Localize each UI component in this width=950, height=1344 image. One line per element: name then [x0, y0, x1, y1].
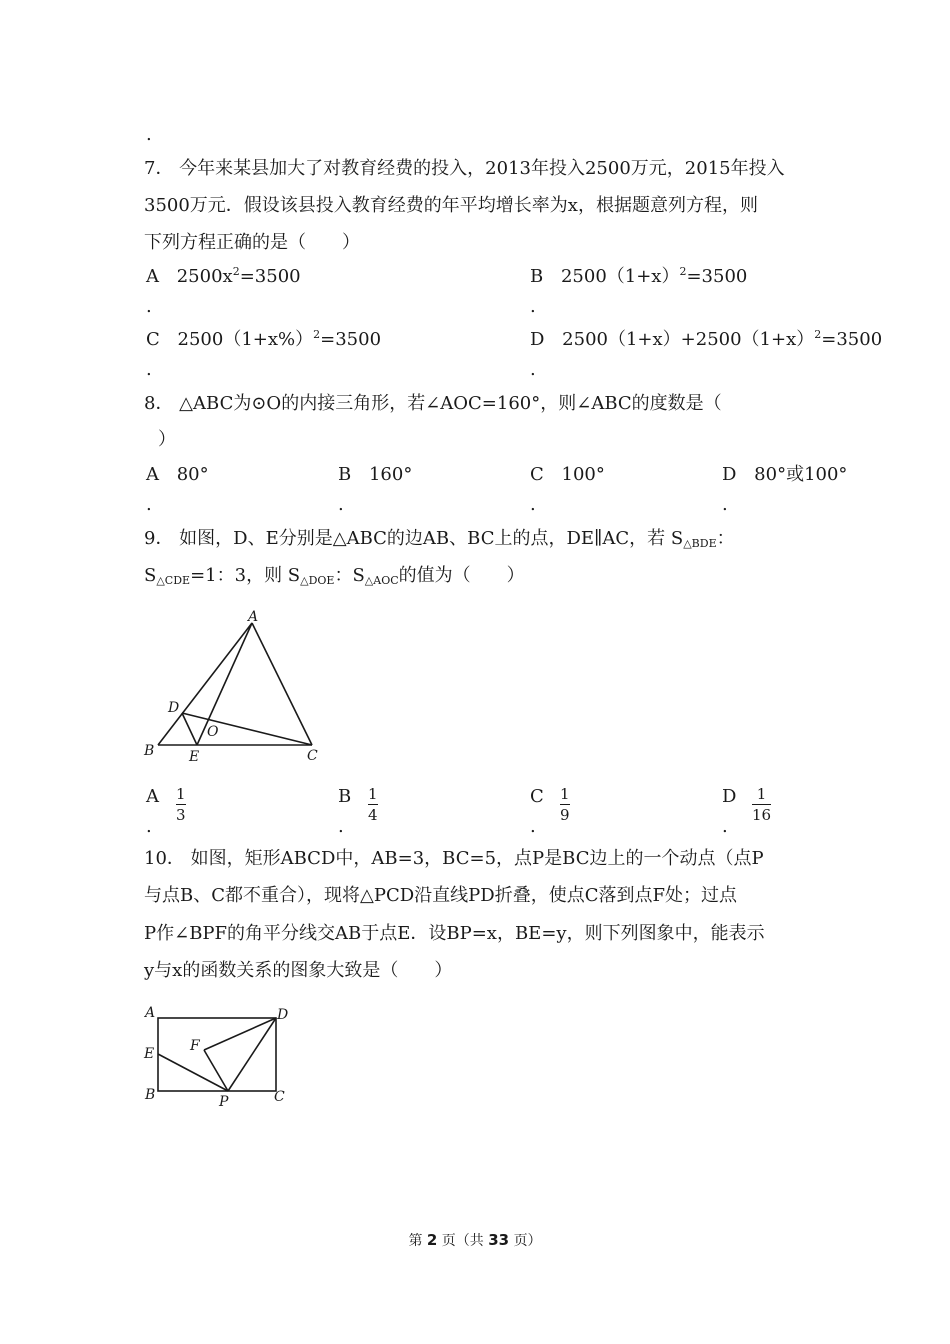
q8-option-c[interactable] — [530, 464, 605, 486]
total-page-count: 33 — [488, 1231, 510, 1249]
q9-label-e: E — [189, 749, 200, 765]
q9-option-c-letter: C — [530, 786, 544, 807]
q9-option-b[interactable] — [338, 786, 351, 808]
q7-option-a-dot: . — [146, 296, 152, 317]
q10-label-b: B — [145, 1087, 156, 1103]
q8-option-a-dot: . — [146, 494, 152, 515]
q9-option-a-letter: A — [146, 786, 159, 807]
q7-option-a-text: $2500x^2=3500$ — [176, 265, 301, 287]
q8-option-a-text: 80° — [176, 464, 209, 485]
q8-option-d-text: 80°或100° — [754, 464, 848, 485]
q7-line-2: 3500万元．假设该县投入教育经费的年平均增长率为x，根据题意列方程，则 — [144, 195, 758, 216]
current-page-number: 2 — [426, 1231, 438, 1249]
q9-option-b-fraction: 1 4 — [368, 785, 378, 824]
q10-line-3: P作∠BPF的角平分线交AB于点E．设BP=x，BE=y，则下列图象中，能表示 — [144, 923, 765, 944]
q7-option-c[interactable] — [146, 329, 381, 351]
q7-line-1: 7． 今年来某县加大了对教育经费的投入，2013年投入2500万元，2015年投入 — [144, 158, 785, 179]
q9-segment-ac — [252, 623, 312, 745]
q9-option-a-dot: . — [146, 816, 152, 837]
q9-option-b-dot: . — [338, 816, 344, 837]
q7-option-a-letter: A — [146, 266, 159, 287]
q10-label-e: E — [144, 1046, 155, 1062]
q8-option-c-text: 100° — [561, 464, 605, 485]
q9-option-c[interactable] — [530, 786, 544, 808]
q8-option-b-text: 160° — [368, 464, 413, 485]
q9-label-d: D — [168, 700, 180, 716]
q10-line-2: 与点B、C都不重合），现将△PCD沿直线PD折叠，使点C落到点F处；过点 — [144, 885, 737, 906]
q9-segment-dc — [182, 713, 312, 745]
q7-option-b-letter: B — [530, 266, 544, 287]
q9-option-d-dot: . — [722, 816, 728, 837]
q8-option-d-letter: D — [722, 464, 737, 485]
q7-option-c-dot: . — [146, 359, 152, 380]
q10-label-d: D — [277, 1007, 289, 1023]
q7-line-3: 下列方程正确的是（ ） — [144, 232, 360, 253]
q8-option-c-dot: . — [530, 494, 536, 515]
q8-option-d[interactable] — [722, 464, 847, 486]
q9-triangle-figure — [140, 605, 340, 770]
q7-option-d-letter: D — [530, 329, 545, 350]
q10-line-1: 10． 如图，矩形ABCD中，AB=3，BC=5，点P是BC边上的一个动点（点P — [144, 848, 764, 869]
q9-label-b: B — [144, 743, 155, 759]
q9-label-o: O — [207, 724, 219, 740]
q7-option-c-text: $2500(1+x\%)^2=3500$ — [177, 328, 382, 350]
q7-option-c-letter: C — [146, 329, 160, 350]
q7-option-b-dot: . — [530, 296, 536, 317]
page-footer: 第 2 页（共 33 页） — [408, 1231, 542, 1249]
q9-option-d-fraction: 1 16 — [752, 785, 772, 824]
q9-segment-de — [182, 713, 197, 745]
q9-option-a[interactable] — [146, 786, 159, 808]
q7-option-d-dot: . — [530, 359, 536, 380]
q8-option-b[interactable] — [338, 464, 412, 486]
q7-option-d-text: $2500(1+x)+2500(1+x)^2=3500$ — [562, 328, 883, 350]
q8-option-b-dot: . — [338, 494, 344, 515]
q9-option-d-letter: D — [722, 786, 737, 807]
q7-option-d[interactable] — [530, 329, 882, 351]
q9-option-c-dot: . — [530, 816, 536, 837]
q7-option-a[interactable] — [146, 266, 301, 288]
q8-option-b-letter: B — [338, 464, 352, 485]
q8-option-a-letter: A — [146, 464, 159, 485]
q9-option-a-fraction: 1 3 — [176, 785, 186, 824]
q7-option-b[interactable] — [530, 266, 747, 288]
q9-option-b-letter: B — [338, 786, 352, 807]
q10-rectangle-abcd — [158, 1018, 276, 1091]
q8-option-a[interactable] — [146, 464, 209, 486]
q9-line-1: 9． 如图，D、E分别是△ABC的边AB、BC上的点，DE∥AC，若 $S_{\triangle BDE}$： — [144, 528, 735, 550]
q9-label-c: C — [307, 748, 318, 764]
q10-label-p: P — [219, 1094, 229, 1110]
q9-line-2: $S_{\triangle CDE}=1$：3，则 $S_{\triangle DOE}$：$S_{\triangle AOC}$的值为（ ） — [144, 565, 525, 587]
q9-label-a: A — [248, 609, 259, 625]
q8-line-1: 8． △ABC为⊙O的内接三角形，若∠AOC=160°，则∠ABC的度数是（ — [144, 393, 722, 414]
q8-option-c-letter: C — [530, 464, 544, 485]
q10-label-c: C — [274, 1089, 285, 1105]
q8-option-d-dot: . — [722, 494, 728, 515]
q8-line-2: ） — [158, 429, 176, 450]
q10-line-4: y与x的函数关系的图象大致是（ ） — [144, 960, 453, 981]
q9-option-c-fraction: 1 9 — [560, 785, 570, 824]
q10-rectangle-figure — [140, 1000, 310, 1115]
q9-option-d[interactable] — [722, 786, 736, 808]
q10-label-a: A — [145, 1005, 156, 1021]
top-dot: . — [146, 124, 152, 145]
q7-option-b-text: $2500(1+x)^2=3500$ — [560, 265, 748, 287]
q10-label-f: F — [190, 1038, 200, 1054]
